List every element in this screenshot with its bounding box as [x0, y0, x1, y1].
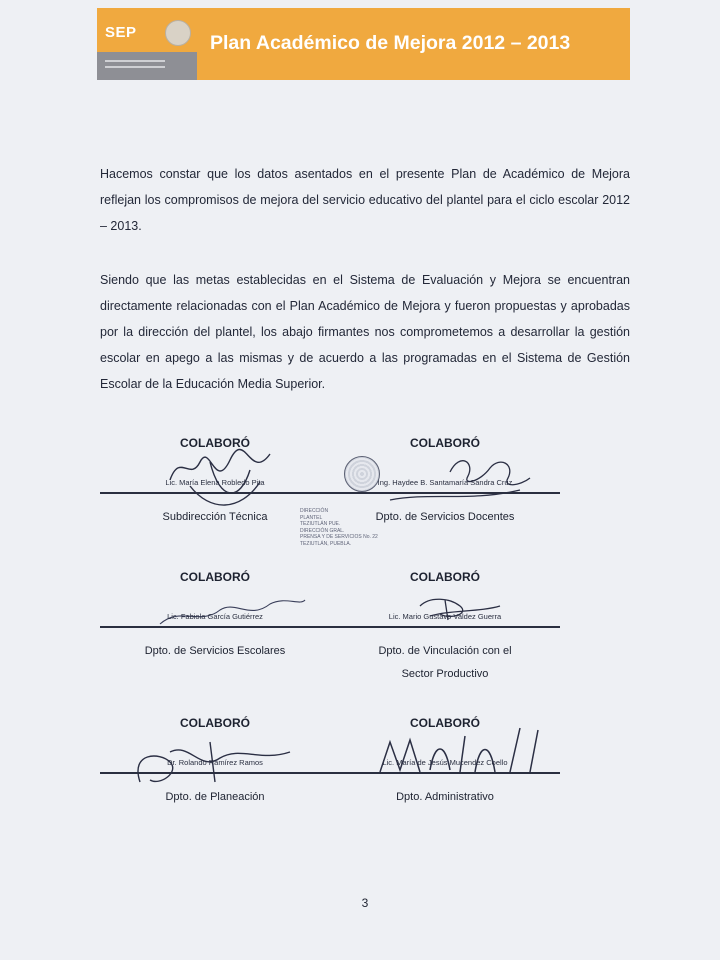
signature-line — [330, 772, 560, 774]
collaborated-label: COLABORÓ — [410, 570, 480, 584]
collaborated-label: COLABORÓ — [180, 716, 250, 730]
handwritten-signature — [120, 576, 310, 640]
signatory-department: Subdirección Técnica — [162, 511, 268, 523]
logo-subtitle-line — [105, 66, 165, 68]
signatory-department: Dpto. de Servicios Docentes — [375, 511, 515, 523]
signatory-name: Lic. Fabiola García Gutiérrez — [167, 612, 263, 621]
signatory-department: Dpto. de Servicios Escolares — [144, 645, 286, 657]
handwritten-signature — [120, 442, 310, 506]
signature-block-subdireccion — [100, 436, 330, 546]
sep-logo-text: SEP — [105, 24, 137, 41]
document-title: Plan Académico de Mejora 2012 – 2013 — [210, 32, 571, 54]
sep-logo — [97, 8, 197, 80]
signatory-name: Ing. Haydee B. Santamaría Sandra Cruz — [377, 478, 513, 487]
signature-block-administrativo — [330, 716, 560, 826]
handwritten-signature — [350, 722, 540, 786]
signature-block-vinculacion — [330, 570, 560, 680]
header-banner — [97, 8, 630, 80]
signatory-name: Lic. Mario Gustavo Valdez Guerra — [388, 612, 502, 621]
signatory-department — [330, 640, 560, 686]
collaborated-label: COLABORÓ — [180, 436, 250, 450]
signature-line — [100, 626, 330, 628]
signature-line — [100, 492, 330, 494]
official-stamp: DIRECCIÓN PLANTEL TEZIUTLÁN PUE. DIRECCIÓN GRAL. PRENSA Y DE SERVICIOS No. 22 TEZIUTLÁN, PUEBLA. — [300, 508, 378, 547]
signature-block-planeacion — [100, 716, 330, 826]
commitment-paragraph: Siendo que las metas establecidas en el Sistema de Evaluación y Mejora se encuentran directamente relacionadas con el Plan Académico de Mejora y fueron propuestas y aprobadas por la dirección del plantel, los abajo firmantes nos comprometemos a desarrollar la gestión escolar en apego a las mismas y de acuerdo a las programadas en el Sistema de Gestión Escolar de la Educación Media Superior. — [100, 272, 630, 391]
signatory-department: Dpto. de Planeación — [165, 791, 265, 803]
statement-paragraph: Hacemos constar que los datos asentados en el presente Plan de Académico de Mejora reflejan los compromisos de mejora del servicio educativo del plantel para el ciclo escolar 2012 – 2013. — [100, 166, 630, 233]
signatory-department: Dpto. Administrativo — [396, 791, 494, 803]
collaborated-label: COLABORÓ — [410, 716, 480, 730]
signature-block-servicios-escolares — [100, 570, 330, 680]
national-seal-icon — [165, 20, 191, 46]
signature-line — [330, 626, 560, 628]
page-number: 3 — [361, 896, 369, 910]
department-line: Sector Productivo — [401, 668, 489, 680]
signatory-name: Lic. María de Jesús Mucendez Coello — [382, 758, 508, 767]
collaborated-label: COLABORÓ — [410, 436, 480, 450]
collaborated-label: COLABORÓ — [180, 570, 250, 584]
department-line: Dpto. de Vinculación con el — [378, 645, 512, 657]
logo-subtitle-line — [105, 60, 165, 62]
handwritten-signature — [120, 722, 310, 786]
signatory-name: Lic. María Elena Robledo Pita — [165, 478, 265, 487]
signature-line — [330, 492, 560, 494]
handwritten-signature — [350, 576, 540, 640]
official-seal-icon — [344, 456, 380, 492]
signature-line — [100, 772, 330, 774]
logo-subtitle-band — [97, 52, 197, 80]
signatory-name: Dr. Rolando Ramírez Ramos — [167, 758, 263, 767]
